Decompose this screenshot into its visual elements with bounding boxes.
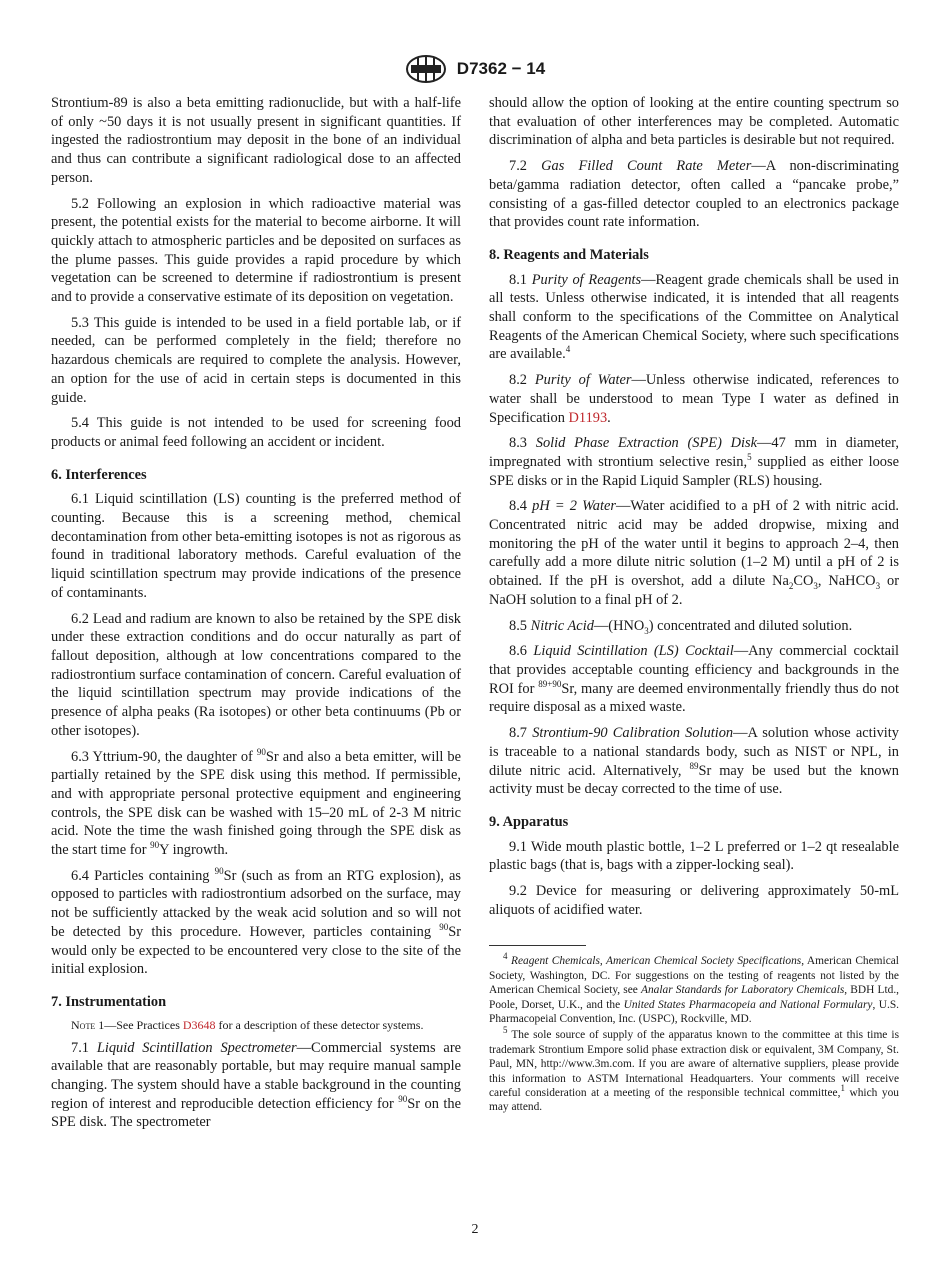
page-number: 2: [471, 1222, 479, 1237]
paragraph-8-2: 8.2 Purity of Water—Unless otherwise indicated, references to water shall be understood to mean Type I water as defined in Specification D1193.: [489, 372, 899, 426]
standard-designation: D7362 − 14: [456, 59, 546, 78]
paragraph-5-4: 5.4 This guide is not intended to be used for screening food products or animal feed following an accident or incident.: [51, 415, 461, 450]
section-7-heading: 7. Instrumentation: [51, 993, 167, 1010]
paragraph-5-2: 5.2 Following an explosion in which radioactive material was present, the potential exists for the material to become airborne. It will quickly attach to atmospheric particles and be deposited on surfaces as the plume passes. This guide provides a rapid procedure by which vegetation can be screened to determine if radiostrontium is present and to provide a conservative estimate of its deposition on vegetation.: [51, 195, 461, 306]
section-8-heading: 8. Reagents and Materials: [489, 246, 649, 263]
paragraph-6-4: 6.4 Particles containing $^{90}$Sr (such as from an RTG explosion), as opposed to particles with radiostrontium adsorbed on the surface, may not be sufficiently attacked by the weak acid solution and so will not be detected by this procedure. However, particles containing $^{90}$Sr would only be expected to be encountered very close to the site of the initial explosion.: [51, 865, 461, 978]
link-d3648[interactable]: D3648: [182, 1017, 216, 1032]
paragraph-9-1: 9.1 Wide mouth plastic bottle, 1–2 L preferred or 1–2 qt resealable plastic bags (that is, bags with a zipper-locking seal).: [489, 838, 899, 874]
link-d1193[interactable]: D1193: [568, 409, 608, 426]
right-column: [489, 94, 899, 1117]
paragraph-8-4: 8.4 pH = 2 Water—Water acidified to a pH of 2 with nitric acid. Concentrated nitric acid may be added dropwise, mixing and monitoring the pH of the water until it begins to approach 2–4, then carefully add a more dilute nitric solution (1–2 M) until a pH of 2 is obtained. If the pH is overshot, add a dilute $Na_2CO_3$, NaHCO$_3$ or NaOH solution to a final pH of 2.: [489, 498, 899, 608]
footnote-divider: [489, 945, 586, 946]
paragraph-8-7: 8.7 Strontium-90 Calibration Solution—A solution whose activity is traceable to a national standards body, such as NIST or NPL, in dilute nitric acid. Alternatively, $^{89}$Sr may be used but the known activity must be decay corrected to the time of use.: [489, 725, 900, 798]
left-column: [51, 94, 461, 1139]
section-6-heading: 6. Interferences: [51, 466, 147, 483]
footnote-5: $^5$ The sole source of supply of the apparatus known to the committee at this time is trademark Strontium Empore solid phase extraction disk or equivalent, 3M Company, St. Paul, MN, http://www.3m.com. If you are aware of alternative suppliers, please provide this information to ASTM International Headquarters. Your comments will receive careful consideration at a meeting of the responsible technical committee,$^1$ which you may attend.: [489, 1025, 900, 1114]
paragraph-8-3: 8.3 Solid Phase Extraction (SPE) Disk—47 mm in diameter, impregnated with strontium selective resin,$^5$ supplied as either loose SPE disks or in the Rapid Liquid Sampler (RLS) housing.: [489, 435, 899, 489]
paragraph-6-1: 6.1 Liquid scintillation (LS) counting is the preferred method of counting. Because this is a screening method, chemical decontamination from other beta-emitting isotopes is not as rigorous as found in traditional laboratory methods. Careful evaluation of the liquid scintillation spectrum may provide indications of the presence of contaminants.: [51, 491, 461, 601]
paragraph-7-2: 7.2 Gas Filled Count Rate Meter—A non-discriminating beta/gamma radiation detector, often called a “pancake probe,” consisting of a gas-filled detector coupled to an electronics package that provides count rate information.: [489, 158, 899, 231]
paragraph-6-3: 6.3 Yttrium-90, the daughter of $^{90}$Sr and also a beta emitter, will be partially retained by the SPE disk using this method. If permissible, and with appropriate personal protective equipment and engineering controls, the SPE disk can be washed with 15–20 mL of 2-3 M nitric acid. Note the time the wash finished going through the SPE disk as the start time for $^{90}$Y ingrowth.: [51, 746, 461, 859]
section-9-heading: 9. Apparatus: [489, 813, 569, 830]
note-1: Note 1—See Practices D3648 for a description of these detector systems.: [71, 1017, 424, 1032]
paragraph-8-1: 8.1 Purity of Reagents—Reagent grade chemicals shall be used in all tests. Unless otherwise indicated, it is intended that all reagents shall conform to the specifications of the Committee on Analytical Reagents of the American Chemical Society, where such specifications are available.$^4$: [489, 271, 900, 363]
footnote-4: $^4$ Reagent Chemicals, American Chemical Society Specifications, American Chemical Society, Washington, DC. For suggestions on the testing of reagents not listed by the American Chemical Society, see Analar Standards for Laboratory Chemicals, BDH Ltd., Poole, Dorset, U.K., and the United States Pharmacopeia and National Formulary, U.S. Pharmacopeial Convention, Inc. (USPC), Rockville, MD.: [489, 951, 900, 1026]
paragraph-8-5: 8.5 Nitric $Acid—(HNO_3)$ concentrated and diluted solution.: [509, 617, 853, 636]
astm-logo-icon: [405, 54, 447, 84]
paragraph-5-3: 5.3 This guide is intended to be used in a field portable lab, or if needed, can be performed completely in the field; therefore no hazardous chemicals are required to complete the analysis. However, an option for the use of acid in certain steps is documented in this guide.: [51, 314, 461, 406]
paragraph-7-1: 7.1 Liquid Scintillation Spectrometer—Commercial systems are available that are reasonably portable, but may require manual sample changing. The system should have a stable background in the counting region of interest and reproducible detection efficiency for $^{90}$Sr on the SPE disk. The spectrometer: [51, 1039, 462, 1131]
paragraph-continuation-right: should allow the option of looking at the entire counting spectrum so that evaluation of other interferences may be completed. Automatic discrimination of alpha and beta particles is desirable but not required.: [489, 95, 899, 149]
page-header: [0, 54, 950, 84]
paragraph-continuation: Strontium-89 is also a beta emitting radionuclide, but with a half-life of only ~50 days it is not usually present in significant quantities. If ingested the radiostrontium may deposit in the bone of an individual and thus can contribute a significant radiological dose to an affected person.: [51, 95, 461, 186]
paragraph-9-2: 9.2 Device for measuring or delivering approximately 50-mL aliquots of acidified water.: [489, 883, 899, 918]
paragraph-8-6: 8.6 Liquid Scintillation (LS) Cocktail—Any commercial cocktail that provides acceptable counting efficiency and backgrounds in the ROI for $^{89+90}$Sr, many are deemed environmentally friendly thus do not require disposal as a mixed waste.: [489, 643, 899, 716]
paragraph-6-2: 6.2 Lead and radium are known to also be retained by the SPE disk under these extraction conditions and do occur naturally as part of fallout deposition, although at low concentrations compared to the radiostrontium surface contamination of concern. Careful evaluation of the liquid scintillation spectrum may provide indications of the presence of alpha peaks (Ra isotopes) or other beta continuums (Pb or other isotopes).: [51, 610, 461, 739]
